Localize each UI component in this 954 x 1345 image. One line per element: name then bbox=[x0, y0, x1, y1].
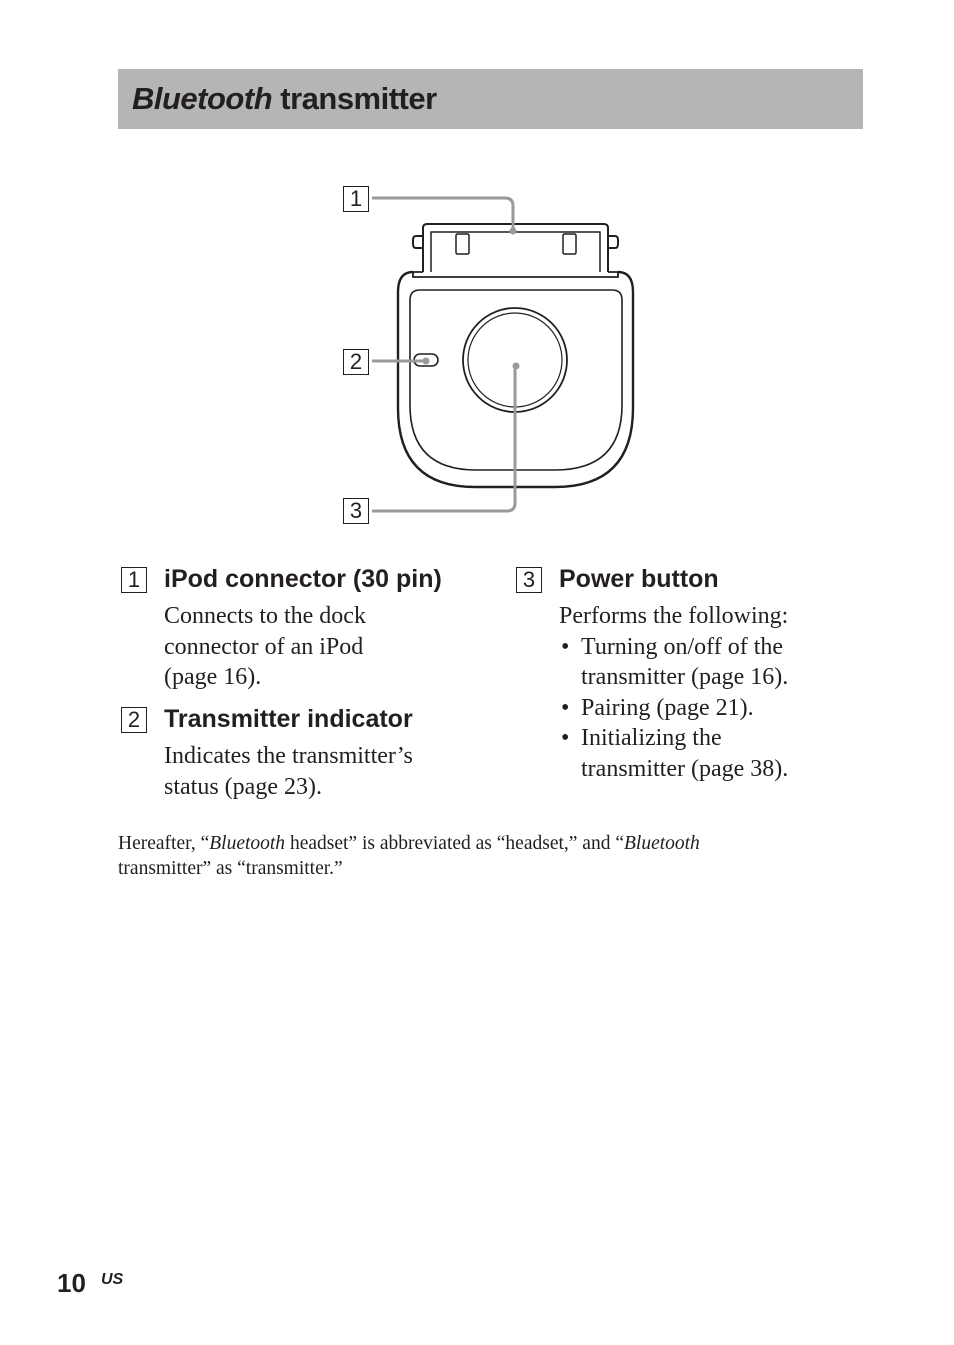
footnote-italic: Bluetooth bbox=[209, 833, 286, 854]
connector-ear-left bbox=[413, 236, 423, 248]
diagram-callout-3: 3 bbox=[343, 498, 369, 524]
bullet-line: transmitter (page 16). bbox=[581, 664, 789, 690]
bullet-dot: • bbox=[561, 633, 570, 660]
title-rest: transmitter bbox=[272, 81, 437, 116]
item-desc-power-button bbox=[559, 601, 788, 784]
leader-line-1 bbox=[372, 198, 513, 231]
bullet-line: Turning on/off of the bbox=[581, 633, 784, 660]
item-title-ipod-connector: iPod connector (30 pin) bbox=[164, 565, 442, 593]
leader-dot-2 bbox=[423, 358, 430, 365]
connector-slot-left bbox=[456, 234, 469, 254]
item-title-transmitter-indicator: Transmitter indicator bbox=[164, 705, 413, 733]
power-button-functions bbox=[559, 632, 788, 785]
item-number-2: 2 bbox=[121, 707, 147, 733]
footnote bbox=[118, 831, 818, 881]
footnote-text: Hereafter, “ bbox=[118, 833, 210, 854]
desc-intro: Performs the following: bbox=[559, 603, 789, 629]
bullet-dot: • bbox=[561, 694, 570, 721]
item-desc-transmitter-indicator bbox=[164, 741, 413, 802]
bullet-dot: • bbox=[561, 725, 570, 751]
leader-line-3 bbox=[372, 367, 515, 511]
transmitter-diagram bbox=[0, 0, 954, 560]
desc-line: Connects to the dock bbox=[164, 603, 366, 629]
bullet-item bbox=[559, 693, 788, 724]
bullet-item bbox=[559, 723, 788, 784]
leader-dot-3 bbox=[513, 363, 520, 370]
page-region-code: US bbox=[101, 1271, 124, 1288]
footnote-text: headset” is abbreviated as “headset,” and “ bbox=[285, 833, 624, 854]
bullet-line: Initializing the bbox=[581, 725, 722, 751]
item-number-1: 1 bbox=[121, 567, 147, 593]
desc-line: (page 16). bbox=[164, 664, 262, 690]
connector-ear-right bbox=[608, 236, 618, 248]
leader-dot-1 bbox=[510, 228, 517, 235]
footnote-italic: Bluetooth bbox=[623, 833, 700, 854]
desc-line: status (page 23). bbox=[164, 773, 322, 800]
connector-neck bbox=[413, 272, 618, 277]
page-number: 10 bbox=[57, 1268, 86, 1298]
desc-line: Indicates the transmitter’s bbox=[164, 743, 413, 769]
bullet-line: transmitter (page 38). bbox=[581, 755, 789, 782]
item-title-power-button: Power button bbox=[559, 565, 719, 593]
bullet-item bbox=[559, 632, 788, 693]
diagram-callout-2: 2 bbox=[343, 349, 369, 375]
diagram-callout-1: 1 bbox=[343, 186, 369, 212]
desc-line: connector of an iPod bbox=[164, 633, 364, 660]
footnote-text: transmitter” as “transmitter.” bbox=[118, 858, 343, 879]
item-desc-ipod-connector bbox=[164, 601, 366, 693]
title-italic: Bluetooth bbox=[132, 81, 273, 116]
item-number-3: 3 bbox=[516, 567, 542, 593]
bullet-line: Pairing (page 21). bbox=[581, 694, 754, 721]
connector-slot-right bbox=[563, 234, 576, 254]
